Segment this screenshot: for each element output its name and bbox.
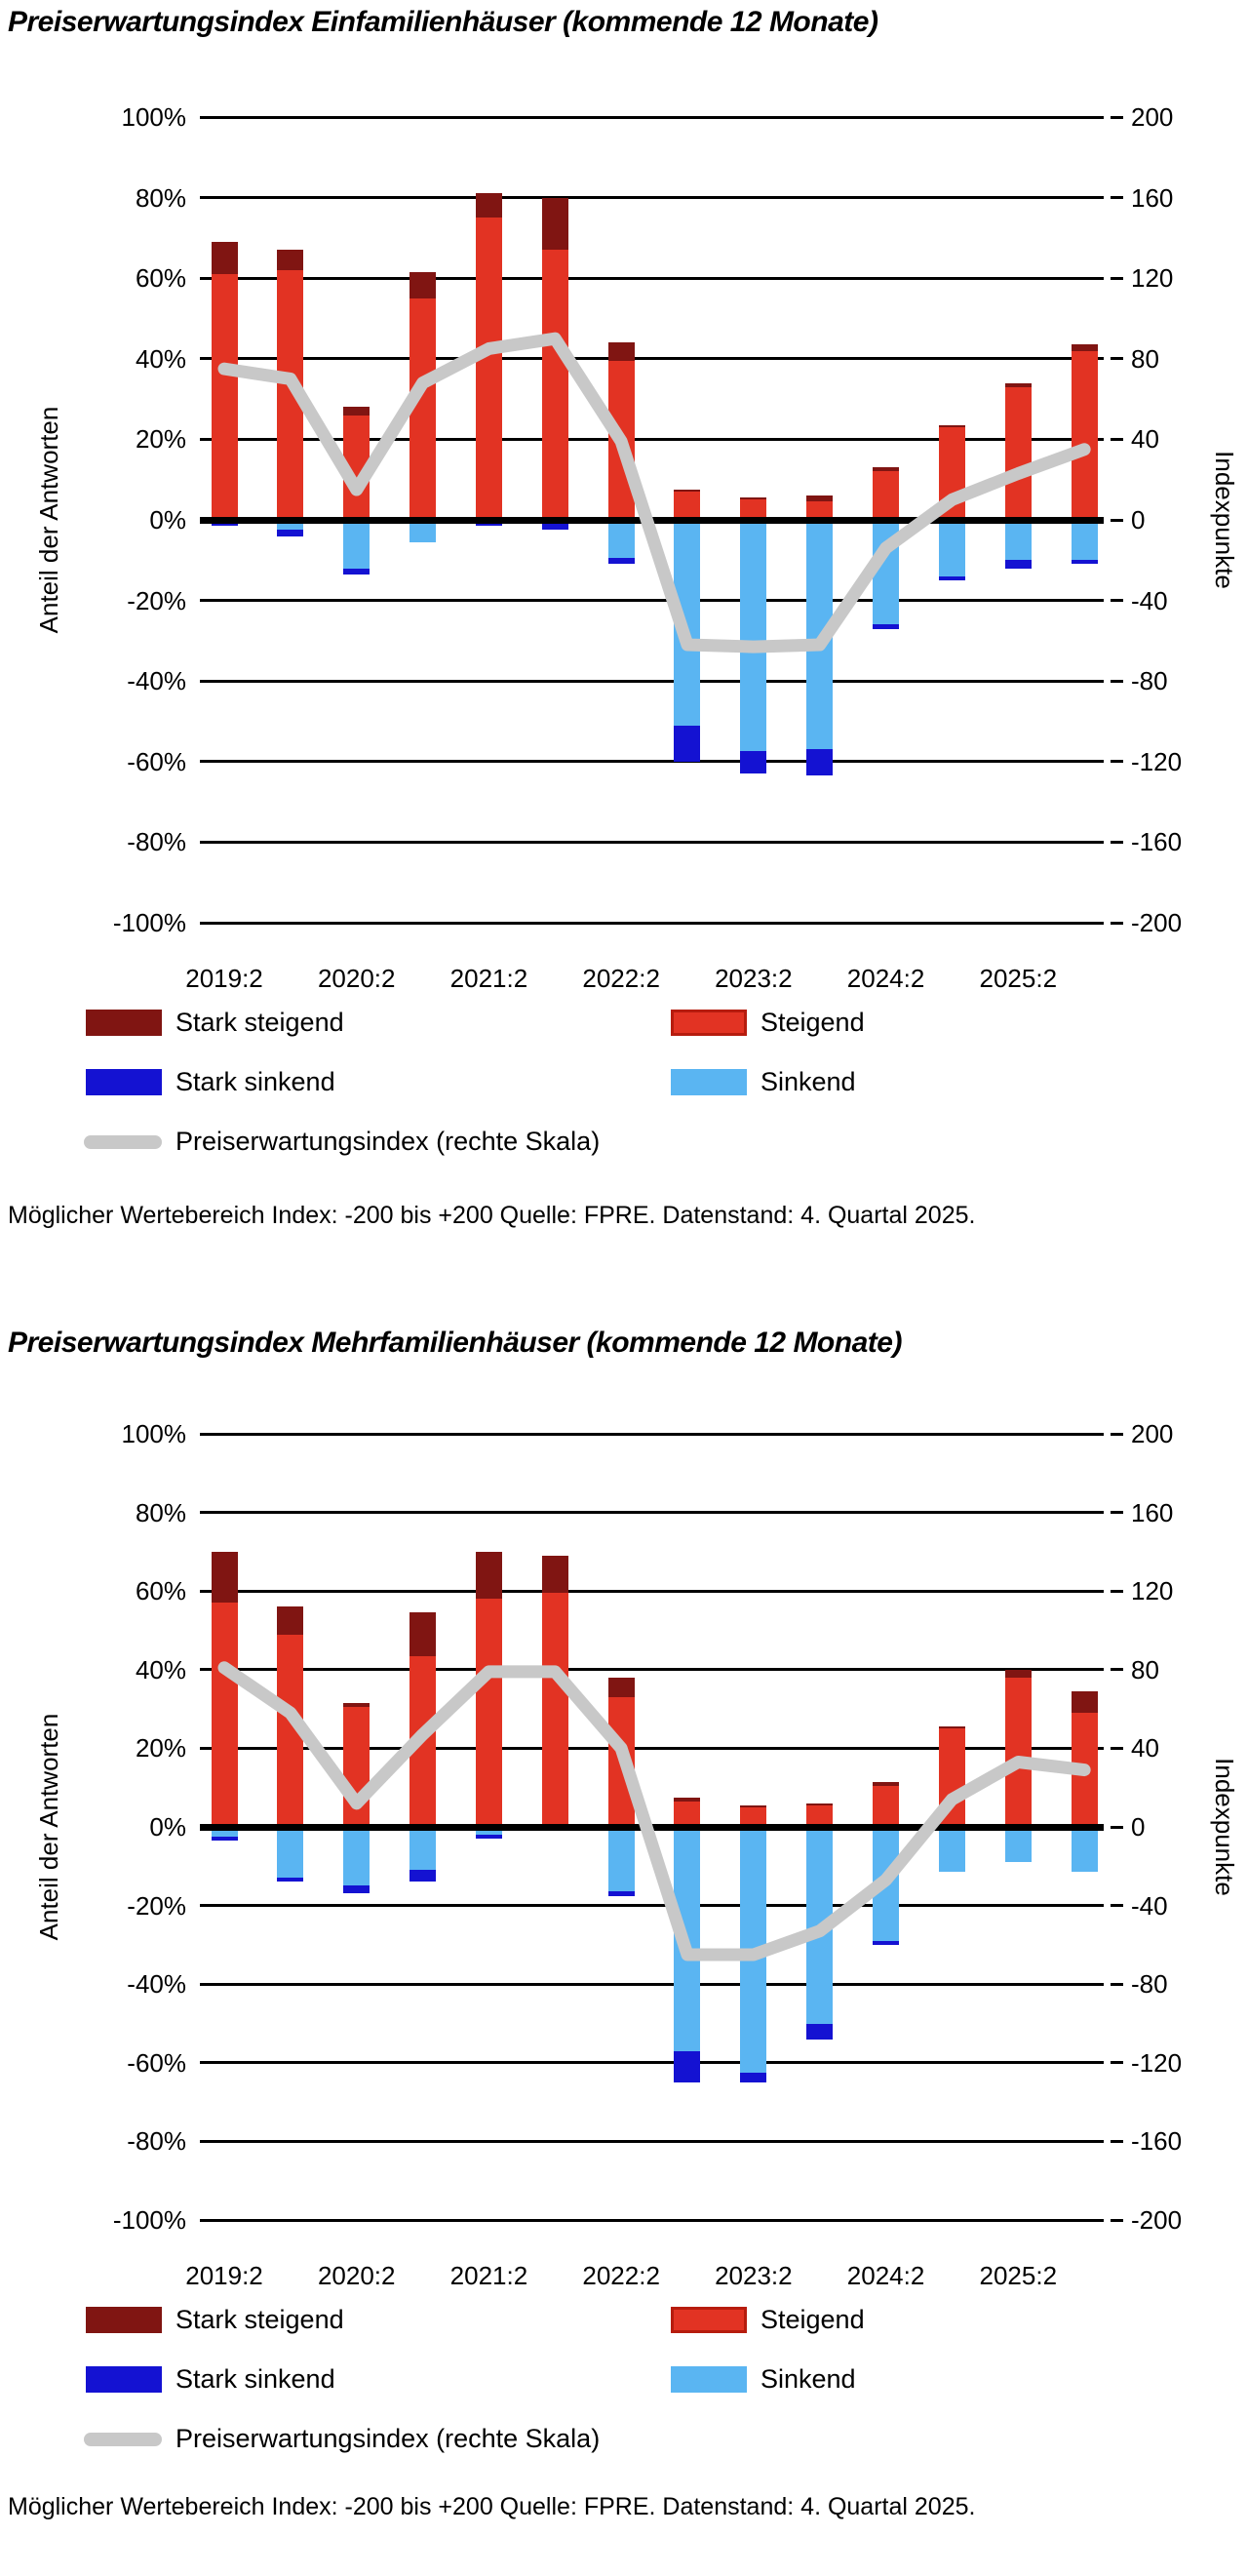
legend-swatch-steigend — [671, 2307, 747, 2333]
y-axis-left-tick-label: 40% — [135, 343, 186, 374]
x-axis-tick-label: 2025:2 — [979, 2261, 1058, 2290]
preiserwartungsindex-line — [200, 117, 1104, 923]
right-axis-tick — [1111, 599, 1123, 602]
legend-swatch-stark-steigend — [86, 2307, 162, 2333]
y-axis-left-tick-label: 60% — [135, 1576, 186, 1606]
y-axis-left-tick-label: 0% — [149, 505, 186, 535]
legend-swatch-index-line — [84, 1135, 162, 1149]
right-axis-tick — [1111, 357, 1123, 360]
y-axis-left-tick-label: -100% — [112, 2205, 186, 2235]
index-line-path — [224, 338, 1084, 647]
legend-swatch-index-line — [84, 2433, 162, 2446]
right-axis-tick — [1111, 1433, 1123, 1436]
y-axis-right-tick-label: 160 — [1131, 1497, 1174, 1527]
y-axis-right-tick-label: 80 — [1131, 1654, 1159, 1684]
y-axis-right-title: Indexpunkte — [1210, 451, 1239, 589]
x-axis-tick-label: 2019:2 — [185, 964, 263, 993]
right-axis-tick — [1111, 2140, 1123, 2143]
legend-label: Preiserwartungsindex (rechte Skala) — [176, 2424, 601, 2453]
legend-label: Stark steigend — [176, 1008, 344, 1037]
right-axis-tick — [1111, 1983, 1123, 1986]
right-axis-tick — [1111, 2219, 1123, 2222]
legend-swatch-sinkend — [671, 1069, 747, 1095]
x-axis-tick-label: 2020:2 — [317, 964, 396, 993]
y-axis-left-tick-label: -20% — [127, 585, 186, 615]
x-axis-tick-label: 2023:2 — [715, 964, 793, 993]
legend-label: Stark steigend — [176, 2305, 344, 2334]
legend-row — [0, 2366, 1248, 2394]
y-axis-right-title: Indexpunkte — [1210, 1758, 1239, 1896]
y-axis-right-tick-label: -80 — [1131, 1969, 1168, 2000]
y-axis-left-tick-label: 80% — [135, 182, 186, 213]
legend-swatch-stark-sinkend — [86, 2366, 162, 2393]
legend-swatch-steigend — [671, 1010, 747, 1036]
x-axis-tick-label: 2022:2 — [582, 2261, 660, 2290]
y-axis-right-tick-label: -120 — [1131, 2047, 1183, 2078]
legend-row — [0, 1129, 1248, 1156]
x-axis-tick-label: 2025:2 — [979, 964, 1058, 993]
y-axis-right-tick-label: 160 — [1131, 182, 1174, 213]
right-axis-tick — [1111, 2061, 1123, 2064]
y-axis-left-tick-label: 40% — [135, 1654, 186, 1684]
y-axis-left-tick-label: 20% — [135, 424, 186, 455]
legend-swatch-sinkend — [671, 2366, 747, 2393]
x-axis-tick-label: 2019:2 — [185, 2261, 263, 2290]
x-axis-tick-label: 2020:2 — [317, 2261, 396, 2290]
y-axis-right-tick-label: -40 — [1131, 585, 1168, 615]
y-axis-right-tick-label: 0 — [1131, 1812, 1146, 1842]
right-axis-tick — [1111, 760, 1123, 763]
right-axis-tick — [1111, 519, 1123, 522]
y-axis-right-tick-label: -200 — [1131, 908, 1183, 937]
legend-label: Preiserwartungsindex (rechte Skala) — [176, 1127, 601, 1156]
plot-area — [112, 1419, 1183, 2290]
y-axis-right-tick-label: 40 — [1131, 424, 1159, 455]
y-axis-left-tick-label: -60% — [127, 2047, 186, 2078]
y-axis-left-tick-label: -60% — [127, 746, 186, 776]
legend-row — [0, 2307, 1248, 2334]
y-axis-right-tick-label: -40 — [1131, 1890, 1168, 1921]
x-axis-tick-label: 2022:2 — [582, 964, 660, 993]
y-axis-left-title: Anteil der Antworten — [34, 406, 63, 634]
plot-area — [112, 102, 1183, 993]
right-axis-tick — [1111, 1511, 1123, 1514]
preiserwartungsindex-line — [200, 1434, 1104, 2220]
source-note: Möglicher Wertebereich Index: -200 bis +200 Quelle: FPRE. Datenstand: 4. Quartal 2025. — [8, 1202, 976, 1229]
right-axis-tick — [1111, 1668, 1123, 1671]
legend-label: Stark sinkend — [176, 1067, 335, 1096]
right-axis-tick — [1111, 1590, 1123, 1593]
y-axis-right-tick-label: 80 — [1131, 343, 1159, 374]
chart-title: Preiserwartungsindex Einfamilienhäuser (kommende 12 Monate) — [8, 6, 878, 38]
y-axis-left-tick-label: 0% — [149, 1812, 186, 1842]
y-axis-left-tick-label: 80% — [135, 1497, 186, 1527]
y-axis-left-tick-label: -100% — [112, 908, 186, 937]
y-axis-left-tick-label: 100% — [121, 1419, 186, 1448]
y-axis-left-tick-label: 60% — [135, 263, 186, 294]
y-axis-left-tick-label: -20% — [127, 1890, 186, 1921]
y-axis-left-tick-label: -80% — [127, 827, 186, 857]
y-axis-right-tick-label: -80 — [1131, 666, 1168, 696]
y-axis-right-tick-label: 40 — [1131, 1733, 1159, 1764]
right-axis-tick — [1111, 277, 1123, 280]
legend-row — [0, 1010, 1248, 1037]
y-axis-left-tick-label: -80% — [127, 2126, 186, 2157]
right-axis-tick — [1111, 1826, 1123, 1829]
y-axis-right-tick-label: -160 — [1131, 827, 1183, 857]
y-axis-left-tick-label: 100% — [121, 102, 186, 132]
x-axis-tick-label: 2024:2 — [846, 964, 925, 993]
chart-title: Preiserwartungsindex Mehrfamilienhäuser (kommende 12 Monate) — [8, 1327, 902, 1359]
right-axis-tick — [1111, 1747, 1123, 1750]
y-axis-right-tick-label: 120 — [1131, 263, 1174, 294]
x-axis-tick-label: 2023:2 — [715, 2261, 793, 2290]
legend-swatch-stark-steigend — [86, 1010, 162, 1036]
y-axis-right-tick-label: 0 — [1131, 505, 1146, 535]
y-axis-left-tick-label: 20% — [135, 1733, 186, 1764]
y-axis-right-tick-label: -200 — [1131, 2205, 1183, 2235]
legend-label: Stark sinkend — [176, 2364, 335, 2394]
index-line-path — [224, 1668, 1084, 1955]
right-axis-tick — [1111, 438, 1123, 441]
legend-label: Sinkend — [760, 1067, 856, 1096]
right-axis-tick — [1111, 1904, 1123, 1907]
y-axis-right-tick-label: -160 — [1131, 2126, 1183, 2157]
right-axis-tick — [1111, 841, 1123, 844]
legend-row — [0, 1069, 1248, 1096]
legend-swatch-stark-sinkend — [86, 1069, 162, 1095]
x-axis-tick-label: 2024:2 — [846, 2261, 925, 2290]
legend-row — [0, 2426, 1248, 2453]
source-note: Möglicher Wertebereich Index: -200 bis +200 Quelle: FPRE. Datenstand: 4. Quartal 2025. — [8, 2493, 976, 2520]
y-axis-left-tick-label: -40% — [127, 1969, 186, 2000]
legend-label: Steigend — [760, 1008, 865, 1037]
chart-block-mehrfamilienhaeuser — [0, 1317, 1248, 2576]
y-axis-left-tick-label: -40% — [127, 666, 186, 696]
x-axis-tick-label: 2021:2 — [449, 964, 528, 993]
x-axis-tick-label: 2021:2 — [449, 2261, 528, 2290]
right-axis-tick — [1111, 196, 1123, 199]
y-axis-right-tick-label: 120 — [1131, 1576, 1174, 1606]
legend-label: Steigend — [760, 2305, 865, 2334]
y-axis-left-title: Anteil der Antworten — [34, 1713, 63, 1941]
legend-label: Sinkend — [760, 2364, 856, 2394]
right-axis-tick — [1111, 680, 1123, 683]
right-axis-tick — [1111, 116, 1123, 119]
right-axis-tick — [1111, 922, 1123, 925]
y-axis-right-tick-label: 200 — [1131, 1419, 1174, 1448]
y-axis-right-tick-label: -120 — [1131, 746, 1183, 776]
y-axis-right-tick-label: 200 — [1131, 102, 1174, 132]
